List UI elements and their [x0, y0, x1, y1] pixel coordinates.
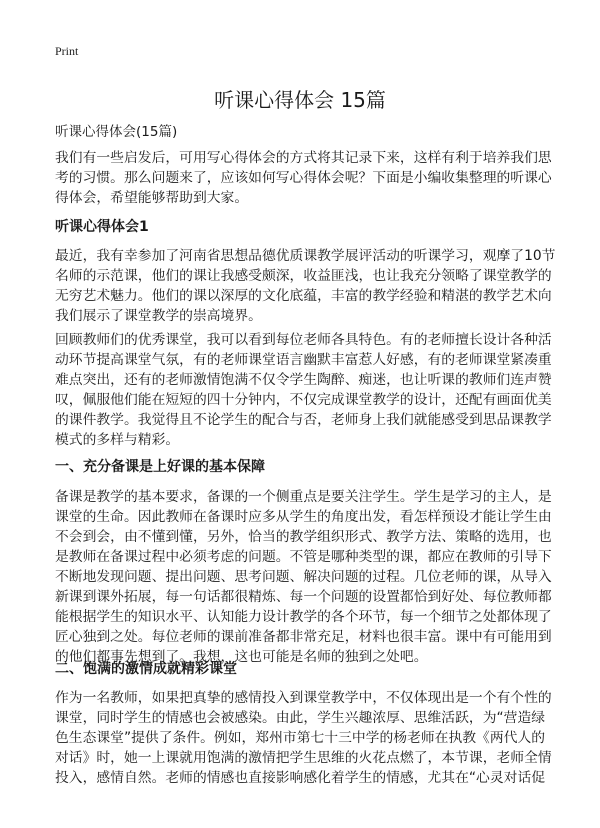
- text-line: 叹，佩服他们能在短短的四十分钟内，不仅完成课堂教学的设计，还配有画面优美: [55, 392, 552, 408]
- text-line: 课堂，同时学生的情感也会被感染。由此，学生兴趣浓厚、思维活跃，为“营造绿: [55, 710, 546, 726]
- text-line: 难点突出，还有的老师激情饱满不仅令学生陶醉、痴迷，也让听课的教师们连声赞: [55, 372, 552, 388]
- text-line: 色生态课堂”提供了条件。例如，郑州市第七十三中学的杨老师在执教《两代人的: [55, 730, 546, 746]
- heading-passion: 二、饱满的激情成就精彩课堂: [55, 661, 237, 677]
- paragraph-2: [55, 330, 552, 450]
- text-line: 我们展示了课堂教学的崇高境界。: [55, 308, 262, 324]
- heading-preparation: 一、充分备课是上好课的基本保障: [55, 459, 265, 475]
- print-link[interactable]: Print: [55, 44, 79, 58]
- paragraph-3: [55, 487, 552, 667]
- text-line: 我们有一些启发后，可用写心得体会的方式将其记录下来，这样有利于培养我们思: [55, 150, 552, 166]
- paragraph-4: [55, 688, 552, 788]
- text-line: 最近，我有幸参加了河南省思想品德优质课教学展评活动的听课学习，观摩了10节: [55, 248, 556, 264]
- text-line: 不断地发现问题、提出问题、思考问题、解决问题的过程。几位老师的课，从导入: [55, 569, 552, 585]
- paragraph-1: [55, 246, 555, 326]
- text-line: 考的习惯。那么问题来了，应该如何写心得体会呢？下面是小编收集整理的听课心: [55, 170, 552, 186]
- text-line: 课堂的生命。因此教师在备课时应多从学生的角度出发，看怎样预设才能让学生由: [55, 509, 552, 525]
- text-line: 模式的多样与精彩。: [55, 432, 180, 448]
- section-heading-1: 听课心得体会1: [55, 219, 149, 235]
- text-line: 对话》时，她一上课就用饱满的激情把学生思维的火花点燃了，本节课，老师全情: [55, 750, 552, 766]
- text-line: 的课件教学。我觉得且不论学生的配合与否，老师身上我们就能感受到思品课教学: [55, 412, 552, 428]
- text-line: 作为一名教师，如果把真挚的感情投入到课堂教学中，不仅体现出是一个有个性的: [55, 690, 552, 706]
- text-line: 得体会，希望能够帮助到大家。: [55, 190, 249, 206]
- text-line: 名师的示范课，他们的课让我感受颇深，收益匪浅，也让我充分领略了课堂教学的: [55, 268, 552, 284]
- text-line: 匠心独到之处。每位老师的课前准备都非常充足，材料也很丰富。课中有可能用到: [55, 629, 552, 645]
- text-line: 是教师在备课过程中必须考虑的问题。不管是哪种类型的课，都应在教师的引导下: [55, 549, 552, 565]
- text-line: 能根据学生的知识水平、认知能力设计教学的各个环节，每一个细节之处都体现了: [55, 609, 552, 625]
- text-line: 新课到课外拓展，每一句话都很精炼、每一个问题的设置都恰到好处、每位教师都: [55, 589, 552, 605]
- intro-paragraph: [55, 148, 552, 208]
- page-title: 听课心得体会 15篇: [214, 88, 386, 112]
- text-line: 备课是教学的基本要求，备课的一个侧重点是要关注学生。学生是学习的主人，是: [55, 489, 552, 505]
- text-line: 不会到会，由不懂到懂，另外，恰当的教学组织形式、教学方法、策略的选用，也: [55, 529, 552, 545]
- text-line: 的他们都事先想到了。我想，这也可能是名师的独到之处吧。: [55, 649, 428, 665]
- subtitle: 听课心得体会(15篇): [55, 124, 178, 140]
- text-line: 动环节提高课堂气氛，有的老师课堂语言幽默丰富惹人好感，有的老师课堂紧凑重: [55, 352, 552, 368]
- text-line: 投入，感情自然。老师的情感也直接影响感化着学生的情感，尤其在“心灵对话促: [55, 770, 546, 786]
- text-line: 回顾教师们的优秀课堂，我可以看到每位老师各具特色。有的老师擅长设计各种活: [55, 332, 552, 348]
- text-line: 无穷艺术魅力。他们的课以深厚的文化底蕴，丰富的教学经验和精湛的教学艺术向: [55, 288, 552, 304]
